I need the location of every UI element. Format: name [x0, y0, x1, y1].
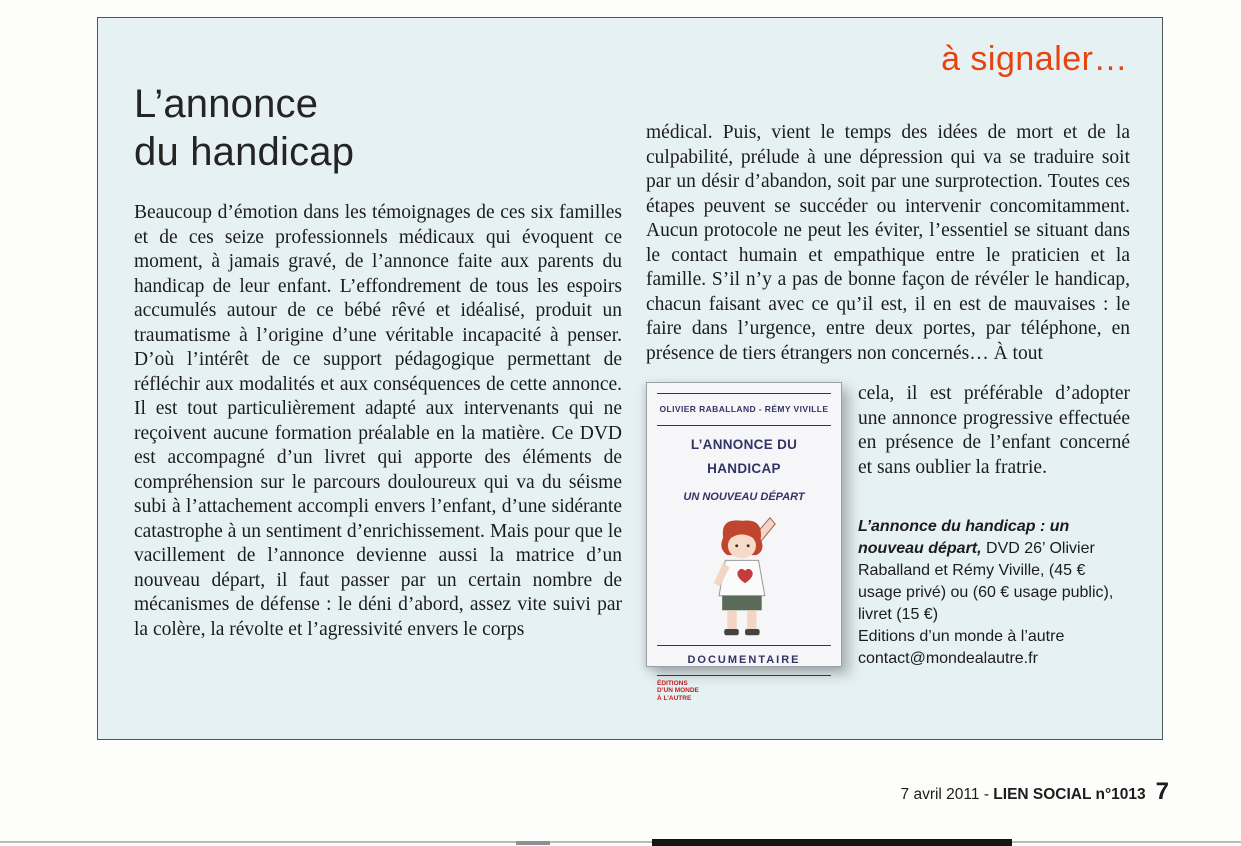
- article-title-line-2: du handicap: [134, 130, 355, 174]
- dvd-rule-mid: [657, 425, 831, 426]
- right-column: [646, 121, 1130, 702]
- dvd-publisher-line-2: D’UN MONDE: [657, 687, 699, 694]
- body-text-left: Beaucoup d’émotion dans les témoignages de ces six familles et de ces seize professionnels médicaux qui évoquent ce moment, à jamais gravé, de l’annonce faite aux parents du handicap de leur enfant. L’effondrement de tous les espoirs accumulés autour de ce bébé rêvé et idéalisé, produit un traumatisme à l’origine d’une véritable incapacité à penser. D’où l’intérêt de ce support pédagogique permettant de réfléchir aux modalités et aux conséquences de cette annonce. Il est tout particulièrement adapté aux intervenants qui ne reçoivent aucune formation préalable en la matière. Ce DVD est accompagné d’un livret qui apporte des éléments de compréhension sur le parcours douloureux qui va du séisme subi à l’attachement accompli envers l’enfant, d’une sidérante catastrophe à un sentiment d’enrichissement. Mais pour que le vacillement de l’annonce devienne aussi la matrice d’un nouveau départ, il faut passer par un certain nombre de mécanismes de défense : le déni d’abord, assez vite suivi par la colère, la révolte et l’agressivité envers le corps: [134, 202, 622, 640]
- article-title: [134, 80, 354, 176]
- dvd-genre-box: [657, 645, 831, 676]
- article-panel: [97, 17, 1163, 740]
- caption-title: L’annonce du handicap : un nouveau départ,: [858, 518, 1070, 557]
- body-text-right-wrap: cela, il est préférable d’adopter une annonce progressive effectuée en présence de l’enfant concerné et sans oublier la fratrie.: [858, 383, 1130, 478]
- dvd-side-text: [858, 382, 1130, 670]
- dvd-publisher-line-1: ÉDITIONS: [657, 679, 688, 687]
- dvd-illustration: [657, 513, 831, 641]
- dvd-publisher-line-3: À L’AUTRE: [657, 694, 692, 702]
- dvd-authors: OLIVIER RABALLAND - RÉMY VIVILLE: [659, 404, 829, 414]
- scan-artifact-bar: [652, 839, 1012, 846]
- footer-journal: LIEN SOCIAL n°1013: [993, 786, 1146, 803]
- body-text-right-top: médical. Puis, vient le temps des idées de mort et de la culpabilité, prélude à une dépression qui va se traduire soit par un désir d’abandon, soit par une surprotection. Toutes ces étapes peuvent se succéder ou intervenir concomitamment. Aucun protocole ne peut les éviter, l’essentiel se situant dans le contact humain et empathique entre le praticien et la famille. S’il n’y a pas de bonne façon de révéler le handicap, chacun faisant avec ce qu’il est, il en est de mauvaises : le faire dans l’urgence, entre deux portes, par téléphone, en présence de tiers étrangers non concernés… À tout: [646, 122, 1130, 364]
- caption-contact: contact@mondealautre.fr: [858, 650, 1038, 667]
- footer-date-journal: [901, 786, 1146, 804]
- footer-page-number: 7: [1155, 778, 1169, 805]
- dvd-publisher-logo: [657, 680, 831, 703]
- section-label: à signaler…: [941, 40, 1128, 78]
- article-title-line-1: L’annonce: [134, 82, 319, 126]
- dvd-cover: [646, 382, 842, 702]
- dvd-rule-top: [657, 393, 831, 394]
- page-footer: [901, 778, 1169, 806]
- dvd-caption: [858, 516, 1130, 670]
- caption-publisher: Editions d’un monde à l’autre: [858, 628, 1065, 645]
- footer-date: 7 avril 2011 -: [900, 786, 994, 803]
- caption-details: DVD 26’ Olivier Raballand et Rémy Viville, (45 € usage privé) ou (60 € usage public), livret (15 €): [858, 540, 1114, 623]
- dvd-title: L’ANNONCE DU HANDICAP: [690, 436, 798, 476]
- left-column: [134, 201, 622, 642]
- child-illustration-icon: [692, 513, 796, 641]
- scan-artifact-line: [0, 841, 1241, 843]
- dvd-genre: DOCUMENTAIRE: [687, 654, 801, 666]
- scan-artifact-mark: [516, 841, 550, 845]
- dvd-section: [646, 382, 1130, 702]
- dvd-subtitle: UN NOUVEAU DÉPART: [683, 490, 805, 503]
